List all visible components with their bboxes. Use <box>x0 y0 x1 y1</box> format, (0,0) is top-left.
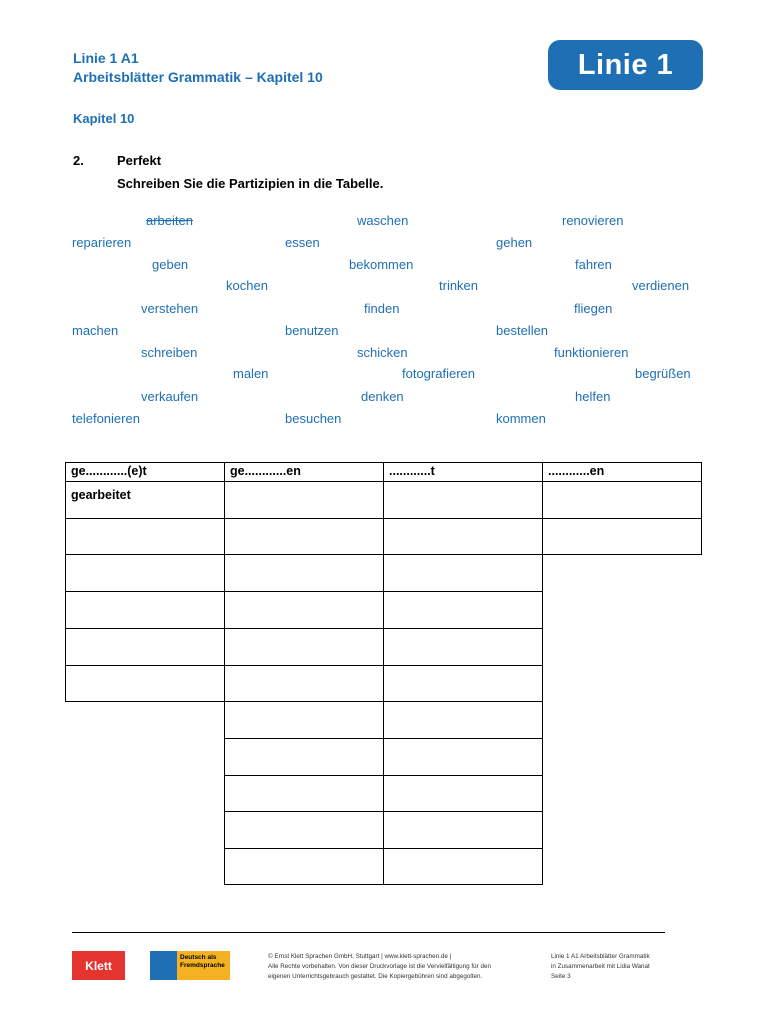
table-cell[interactable] <box>65 665 225 702</box>
verb-word: denken <box>361 389 404 404</box>
verb-word: fliegen <box>574 301 613 316</box>
verb-word: verstehen <box>141 301 199 316</box>
table-cell[interactable] <box>224 518 384 555</box>
footer-divider <box>72 932 665 933</box>
footer-info: in Zusammenarbeit mit Lidia Wanat <box>551 963 650 970</box>
table-cell[interactable] <box>65 591 225 629</box>
verb-word: reparieren <box>72 235 132 250</box>
task-number: 2. <box>73 153 84 168</box>
verb-word: bestellen <box>496 323 549 338</box>
table-cell[interactable] <box>65 554 225 592</box>
klett-logo: Klett <box>72 951 125 980</box>
table-cell-example: gearbeitet <box>65 481 225 519</box>
table-cell[interactable] <box>383 591 543 629</box>
verb-word: kommen <box>496 411 546 426</box>
verb-word: malen <box>233 366 269 381</box>
daf-logo <box>150 951 230 980</box>
copyright-line: eigenen Unterrichtsgebrauch gestattet. Die Kopiergebühren sind abgegolten. <box>268 973 483 980</box>
table-cell[interactable] <box>224 554 384 592</box>
verb-word: essen <box>285 235 320 250</box>
table-cell[interactable] <box>224 811 384 849</box>
verb-word: machen <box>72 323 119 338</box>
verb-word: gehen <box>496 235 533 250</box>
task-title: Perfekt <box>117 153 162 168</box>
verb-word: finden <box>364 301 400 316</box>
table-cell[interactable] <box>542 518 702 555</box>
verb-word: waschen <box>357 213 409 228</box>
verb-word: benutzen <box>285 323 339 338</box>
daf-logo-text: Deutsch als Fremdsprache <box>177 951 230 980</box>
linie1-logo: Linie 1 <box>548 40 703 90</box>
table-cell[interactable] <box>383 628 543 666</box>
table-header-ge-en: ge............en <box>224 462 384 482</box>
table-cell[interactable] <box>542 481 702 519</box>
verb-word: fahren <box>575 257 612 272</box>
table-cell[interactable] <box>224 738 384 776</box>
verb-word: bekommen <box>349 257 414 272</box>
verb-word: geben <box>152 257 189 272</box>
table-cell[interactable] <box>383 738 543 776</box>
table-cell[interactable] <box>224 628 384 666</box>
table-cell[interactable] <box>65 628 225 666</box>
verb-word: renovieren <box>562 213 624 228</box>
table-header-en: ............en <box>542 462 702 482</box>
copyright-line: © Ernst Klett Sprachen GmbH, Stuttgart | www.klett-sprachen.de | <box>268 953 452 960</box>
verb-word: fotografieren <box>402 366 475 381</box>
verb-word: kochen <box>226 278 268 293</box>
verb-word: besuchen <box>285 411 342 426</box>
header-title: Linie 1 A1 <box>73 50 139 66</box>
table-cell[interactable] <box>383 665 543 702</box>
verb-word: verkaufen <box>141 389 199 404</box>
verb-word: arbeiten <box>146 213 193 228</box>
table-cell[interactable] <box>224 591 384 629</box>
verb-word: telefonieren <box>72 411 140 426</box>
copyright-line: Alle Rechte vorbehalten. Von dieser Druckvorlage ist die Vervielfältigung für den <box>268 963 491 970</box>
chapter-heading: Kapitel 10 <box>73 111 135 126</box>
table-cell[interactable] <box>383 848 543 885</box>
table-cell[interactable] <box>224 775 384 812</box>
table-cell[interactable] <box>383 518 543 555</box>
table-header-ge-et: ge............(e)t <box>65 462 225 482</box>
verb-word: verdienen <box>632 278 690 293</box>
table-cell[interactable] <box>224 848 384 885</box>
table-cell[interactable] <box>383 481 543 519</box>
footer-info: Linie 1 A1 Arbeitsblätter Grammatik <box>551 953 650 960</box>
verb-word: schreiben <box>141 345 198 360</box>
verb-word: helfen <box>575 389 611 404</box>
table-cell[interactable] <box>224 701 384 739</box>
verb-word: funktionieren <box>554 345 629 360</box>
table-cell[interactable] <box>224 481 384 519</box>
table-cell[interactable] <box>383 775 543 812</box>
verb-word: trinken <box>439 278 479 293</box>
header-subtitle: Arbeitsblätter Grammatik – Kapitel 10 <box>73 69 323 85</box>
verb-word: begrüßen <box>635 366 691 381</box>
table-cell[interactable] <box>383 701 543 739</box>
table-cell[interactable] <box>224 665 384 702</box>
task-instruction: Schreiben Sie die Partizipien in die Tabelle. <box>117 176 384 191</box>
table-cell[interactable] <box>383 554 543 592</box>
table-cell[interactable] <box>383 811 543 849</box>
page-number: Seite 3 <box>551 973 571 980</box>
verb-word: schicken <box>357 345 408 360</box>
table-cell[interactable] <box>65 518 225 555</box>
table-header-t: ............t <box>383 462 543 482</box>
